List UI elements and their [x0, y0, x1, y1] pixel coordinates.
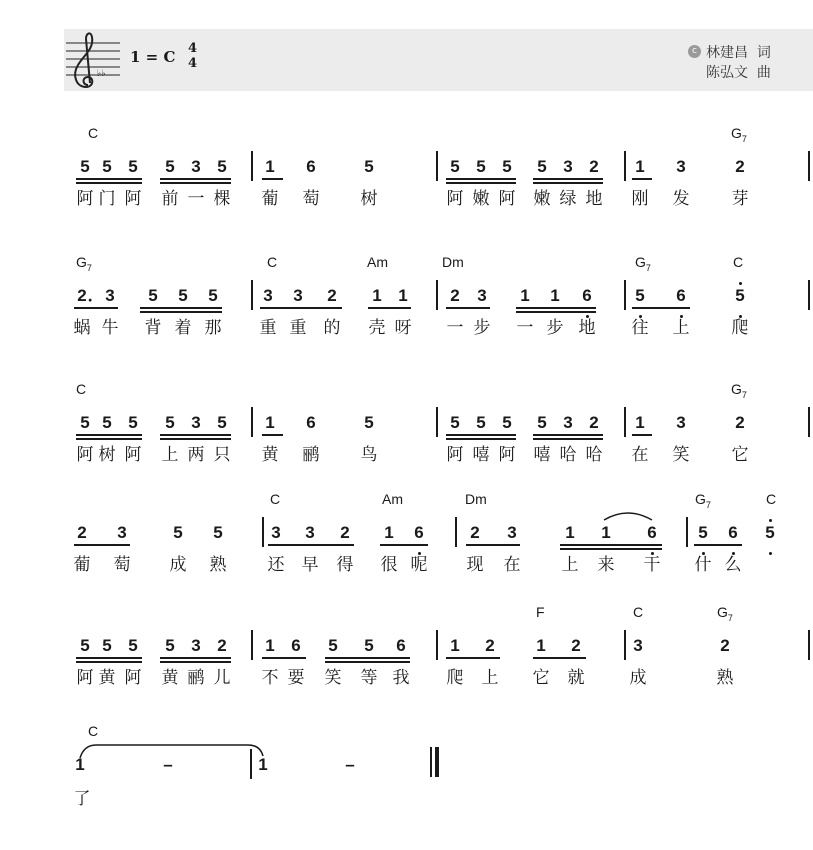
lyric-char: 阿	[124, 668, 142, 688]
jianpu-note: 5	[102, 413, 112, 432]
lyric-char: 牛	[101, 318, 119, 338]
chord-extension: 7	[741, 133, 747, 144]
lyric-char: 哈	[559, 445, 577, 465]
lyric-char: 不	[261, 668, 279, 688]
jianpu-note: 6	[414, 523, 424, 542]
lyric-char: 在	[503, 555, 521, 575]
jianpu-note: 3	[633, 636, 643, 655]
lyric-char: 阿	[124, 445, 142, 465]
jianpu-note: 5	[450, 413, 460, 432]
jianpu-note: 2	[340, 523, 350, 542]
jianpu-note: 3	[105, 286, 115, 305]
lyric-char: 儿	[213, 668, 231, 688]
lyric-char: 黄	[161, 668, 179, 688]
lyric-char: 等	[360, 668, 378, 688]
lyric-char: 成	[169, 555, 187, 575]
jianpu-note: 5	[80, 413, 90, 432]
jianpu-note: 3	[263, 286, 273, 305]
jianpu-note: 6	[396, 636, 406, 655]
chord-root: G	[731, 125, 742, 141]
lyric-char: 阿	[124, 189, 142, 209]
jianpu-note: 1	[265, 636, 275, 655]
lyric-char: 棵	[213, 189, 231, 209]
lyric-char: 熟	[209, 555, 227, 575]
jianpu-note: 5	[765, 523, 775, 542]
lyric-char: 着	[174, 318, 192, 338]
lyric-char: 上	[561, 555, 579, 575]
jianpu-note: 1	[450, 636, 460, 655]
lyric-char: 早	[301, 555, 319, 575]
jianpu-note: 1	[265, 157, 275, 176]
lyricist-role: 词	[756, 45, 771, 61]
jianpu-note: 5	[165, 157, 175, 176]
lyric-char: 步	[473, 318, 491, 338]
jianpu-note: 1	[75, 755, 85, 774]
jianpu-note: 6	[291, 636, 301, 655]
lyric-char: 树	[360, 189, 378, 209]
lyric-char: 刚	[631, 189, 649, 209]
dotted-rhythm-mark: ．	[87, 286, 105, 305]
lyric-char: 了	[73, 789, 91, 809]
jianpu-note: 2	[735, 413, 745, 432]
lyric-char: 得	[336, 555, 354, 575]
jianpu-note: 5	[635, 286, 645, 305]
lyric-char: 爬	[446, 668, 464, 688]
jianpu-note: 5	[80, 157, 90, 176]
jianpu-note: 1	[520, 286, 530, 305]
time-sig-bottom: 4	[188, 56, 198, 71]
jianpu-note: 5	[213, 523, 223, 542]
composer-role: 曲	[756, 65, 771, 81]
jianpu-note: 3	[191, 157, 201, 176]
chord-root: C	[267, 254, 278, 270]
jianpu-note: 2	[589, 413, 599, 432]
lyric-char: 阿	[446, 189, 464, 209]
jianpu-note: 2	[485, 636, 495, 655]
chord-root: Am	[367, 254, 388, 270]
jianpu-note: 3	[563, 413, 573, 432]
lyric-char: 阿	[446, 445, 464, 465]
jianpu-note: 5	[165, 636, 175, 655]
chord-root: G	[695, 491, 706, 507]
jianpu-note: 2	[327, 286, 337, 305]
jianpu-note: 5	[698, 523, 708, 542]
lyric-char: 嘻	[533, 445, 551, 465]
chord-extension: 7	[741, 389, 747, 400]
lyric-char: 重	[289, 318, 307, 338]
lyric-char: 只	[213, 445, 231, 465]
jianpu-note: 2	[217, 636, 227, 655]
lyric-char: 的	[323, 318, 341, 338]
jianpu-note: –	[163, 755, 173, 774]
lyric-char: 呢	[410, 555, 428, 575]
chord-root: F	[536, 604, 545, 620]
chord-root: G	[76, 254, 87, 270]
lyric-char: 鹂	[187, 668, 205, 688]
jianpu-note: 1	[536, 636, 546, 655]
lyric-char: 笑	[324, 668, 342, 688]
chord-root: C	[733, 254, 744, 270]
jianpu-note: 5	[128, 157, 138, 176]
lyric-char: 重	[259, 318, 277, 338]
lyric-char: 熟	[716, 668, 734, 688]
jianpu-note: 3	[477, 286, 487, 305]
jianpu-note: 1	[372, 286, 382, 305]
jianpu-note: 1	[265, 413, 275, 432]
jianpu-note: 5	[102, 636, 112, 655]
lyric-char: 门	[98, 189, 116, 209]
lyric-char: 上	[481, 668, 499, 688]
jianpu-note: 5	[537, 157, 547, 176]
chord-extension: 7	[705, 499, 711, 510]
lyric-char: 上	[672, 318, 690, 338]
jianpu-note: 3	[507, 523, 517, 542]
jianpu-note: 3	[191, 636, 201, 655]
lyric-char: 一	[516, 318, 534, 338]
lyric-char: 两	[187, 445, 205, 465]
jianpu-note: 6	[728, 523, 738, 542]
lyric-char: 来	[597, 555, 615, 575]
chord-extension: 7	[86, 262, 92, 273]
lyric-char: 要	[287, 668, 305, 688]
jianpu-note: 5	[364, 636, 374, 655]
jianpu-note: 5	[173, 523, 183, 542]
chord-root: Dm	[442, 254, 464, 270]
lyric-char: 芽	[731, 189, 749, 209]
svg-text:♭♭: ♭♭	[97, 69, 106, 79]
lyric-char: 么	[724, 555, 742, 575]
lyric-char: 那	[204, 318, 222, 338]
jianpu-note: 2	[77, 286, 87, 305]
jianpu-note: 5	[208, 286, 218, 305]
lyric-char: 蜗	[73, 318, 91, 338]
jianpu-note: 5	[217, 157, 227, 176]
jianpu-note: 3	[293, 286, 303, 305]
lyric-char: 壳	[368, 318, 386, 338]
lyric-char: 就	[567, 668, 585, 688]
lyric-char: 什	[694, 555, 712, 575]
chord-root: C	[633, 604, 644, 620]
lyric-char: 一	[187, 189, 205, 209]
lyric-char: 嫩	[533, 189, 551, 209]
jianpu-note: 6	[647, 523, 657, 542]
jianpu-note: 3	[676, 413, 686, 432]
jianpu-note: 6	[306, 157, 316, 176]
jianpu-note: 2	[450, 286, 460, 305]
lyric-char: 呀	[394, 318, 412, 338]
jianpu-note: 5	[476, 413, 486, 432]
lyric-char: 爬	[731, 318, 749, 338]
lyric-char: 哈	[585, 445, 603, 465]
lyric-char: 它	[731, 445, 749, 465]
chord-root: Am	[382, 491, 403, 507]
lyric-char: 干	[643, 555, 661, 575]
jianpu-note: 6	[306, 413, 316, 432]
lyric-char: 我	[392, 668, 410, 688]
jianpu-note: 5	[502, 413, 512, 432]
jianpu-note: 3	[271, 523, 281, 542]
chord-root: G	[635, 254, 646, 270]
lyric-char: 阿	[76, 189, 94, 209]
lyric-char: 鸟	[360, 445, 378, 465]
jianpu-note: 1	[258, 755, 268, 774]
jianpu-note: 1	[601, 523, 611, 542]
lyric-char: 树	[98, 445, 116, 465]
jianpu-note: 5	[178, 286, 188, 305]
jianpu-note: 2	[735, 157, 745, 176]
jianpu-note: 1	[635, 413, 645, 432]
key-signature: 1 = C	[130, 48, 176, 66]
jianpu-note: 5	[80, 636, 90, 655]
jianpu-note: 5	[165, 413, 175, 432]
jianpu-note: 2	[589, 157, 599, 176]
jianpu-note: 5	[537, 413, 547, 432]
lyric-char: 黄	[261, 445, 279, 465]
chord-root: Dm	[465, 491, 487, 507]
lyric-char: 阿	[498, 189, 516, 209]
jianpu-note: 5	[217, 413, 227, 432]
jianpu-note: 1	[565, 523, 575, 542]
lyric-char: 成	[629, 668, 647, 688]
jianpu-note: 5	[364, 157, 374, 176]
lyric-char: 它	[532, 668, 550, 688]
lyric-char: 地	[585, 189, 603, 209]
lyric-char: 背	[144, 318, 162, 338]
lyric-char: 萄	[113, 555, 131, 575]
lyric-char: 现	[466, 555, 484, 575]
lyric-char: 笑	[672, 445, 690, 465]
lyric-char: 阿	[76, 668, 94, 688]
jianpu-note: 2	[571, 636, 581, 655]
chord-root: C	[76, 381, 87, 397]
chord-root: G	[731, 381, 742, 397]
jianpu-note: –	[345, 755, 355, 774]
jianpu-note: 5	[328, 636, 338, 655]
time-sig-top: 4	[188, 41, 198, 56]
chord-root: C	[88, 125, 99, 141]
jianpu-note: 3	[191, 413, 201, 432]
lyric-char: 一	[446, 318, 464, 338]
lyric-char: 嘻	[472, 445, 490, 465]
chord-extension: 7	[645, 262, 651, 273]
lyric-char: 阿	[498, 445, 516, 465]
chord-extension: 7	[727, 612, 733, 623]
chord-root: C	[270, 491, 281, 507]
copyright-icon: c	[688, 45, 701, 58]
chord-root: C	[88, 723, 99, 739]
chord-root: C	[766, 491, 777, 507]
jianpu-note: 1	[384, 523, 394, 542]
lyric-char: 上	[161, 445, 179, 465]
lyric-char: 往	[631, 318, 649, 338]
jianpu-note: 2	[77, 523, 87, 542]
jianpu-note: 3	[563, 157, 573, 176]
jianpu-note: 5	[148, 286, 158, 305]
jianpu-note: 6	[582, 286, 592, 305]
jianpu-note: 1	[398, 286, 408, 305]
lyric-char: 前	[161, 189, 179, 209]
lyric-char: 绿	[559, 189, 577, 209]
lyric-char: 很	[380, 555, 398, 575]
lyric-char: 葡	[73, 555, 91, 575]
jianpu-note: 5	[102, 157, 112, 176]
lyricist-name: 林建昌	[706, 45, 748, 61]
lyric-char: 还	[267, 555, 285, 575]
jianpu-note: 1	[635, 157, 645, 176]
lyric-char: 葡	[261, 189, 279, 209]
jianpu-note: 2	[470, 523, 480, 542]
lyric-char: 黄	[98, 668, 116, 688]
jianpu-note: 5	[364, 413, 374, 432]
jianpu-note: 2	[720, 636, 730, 655]
jianpu-note: 3	[117, 523, 127, 542]
jianpu-note: 3	[305, 523, 315, 542]
jianpu-note: 5	[735, 286, 745, 305]
chord-root: G	[717, 604, 728, 620]
jianpu-note: 3	[676, 157, 686, 176]
lyric-char: 发	[672, 189, 690, 209]
lyric-char: 嫩	[472, 189, 490, 209]
lyric-char: 步	[546, 318, 564, 338]
lyric-char: 阿	[76, 445, 94, 465]
lyric-char: 地	[578, 318, 596, 338]
jianpu-note: 5	[128, 413, 138, 432]
lyric-char: 鹂	[302, 445, 320, 465]
jianpu-note: 1	[550, 286, 560, 305]
jianpu-note: 5	[128, 636, 138, 655]
jianpu-note: 5	[450, 157, 460, 176]
jianpu-note: 5	[476, 157, 486, 176]
jianpu-note: 5	[502, 157, 512, 176]
lyric-char: 萄	[302, 189, 320, 209]
lyric-char: 在	[631, 445, 649, 465]
composer-name: 陈弘文	[706, 65, 748, 81]
jianpu-note: 6	[676, 286, 686, 305]
